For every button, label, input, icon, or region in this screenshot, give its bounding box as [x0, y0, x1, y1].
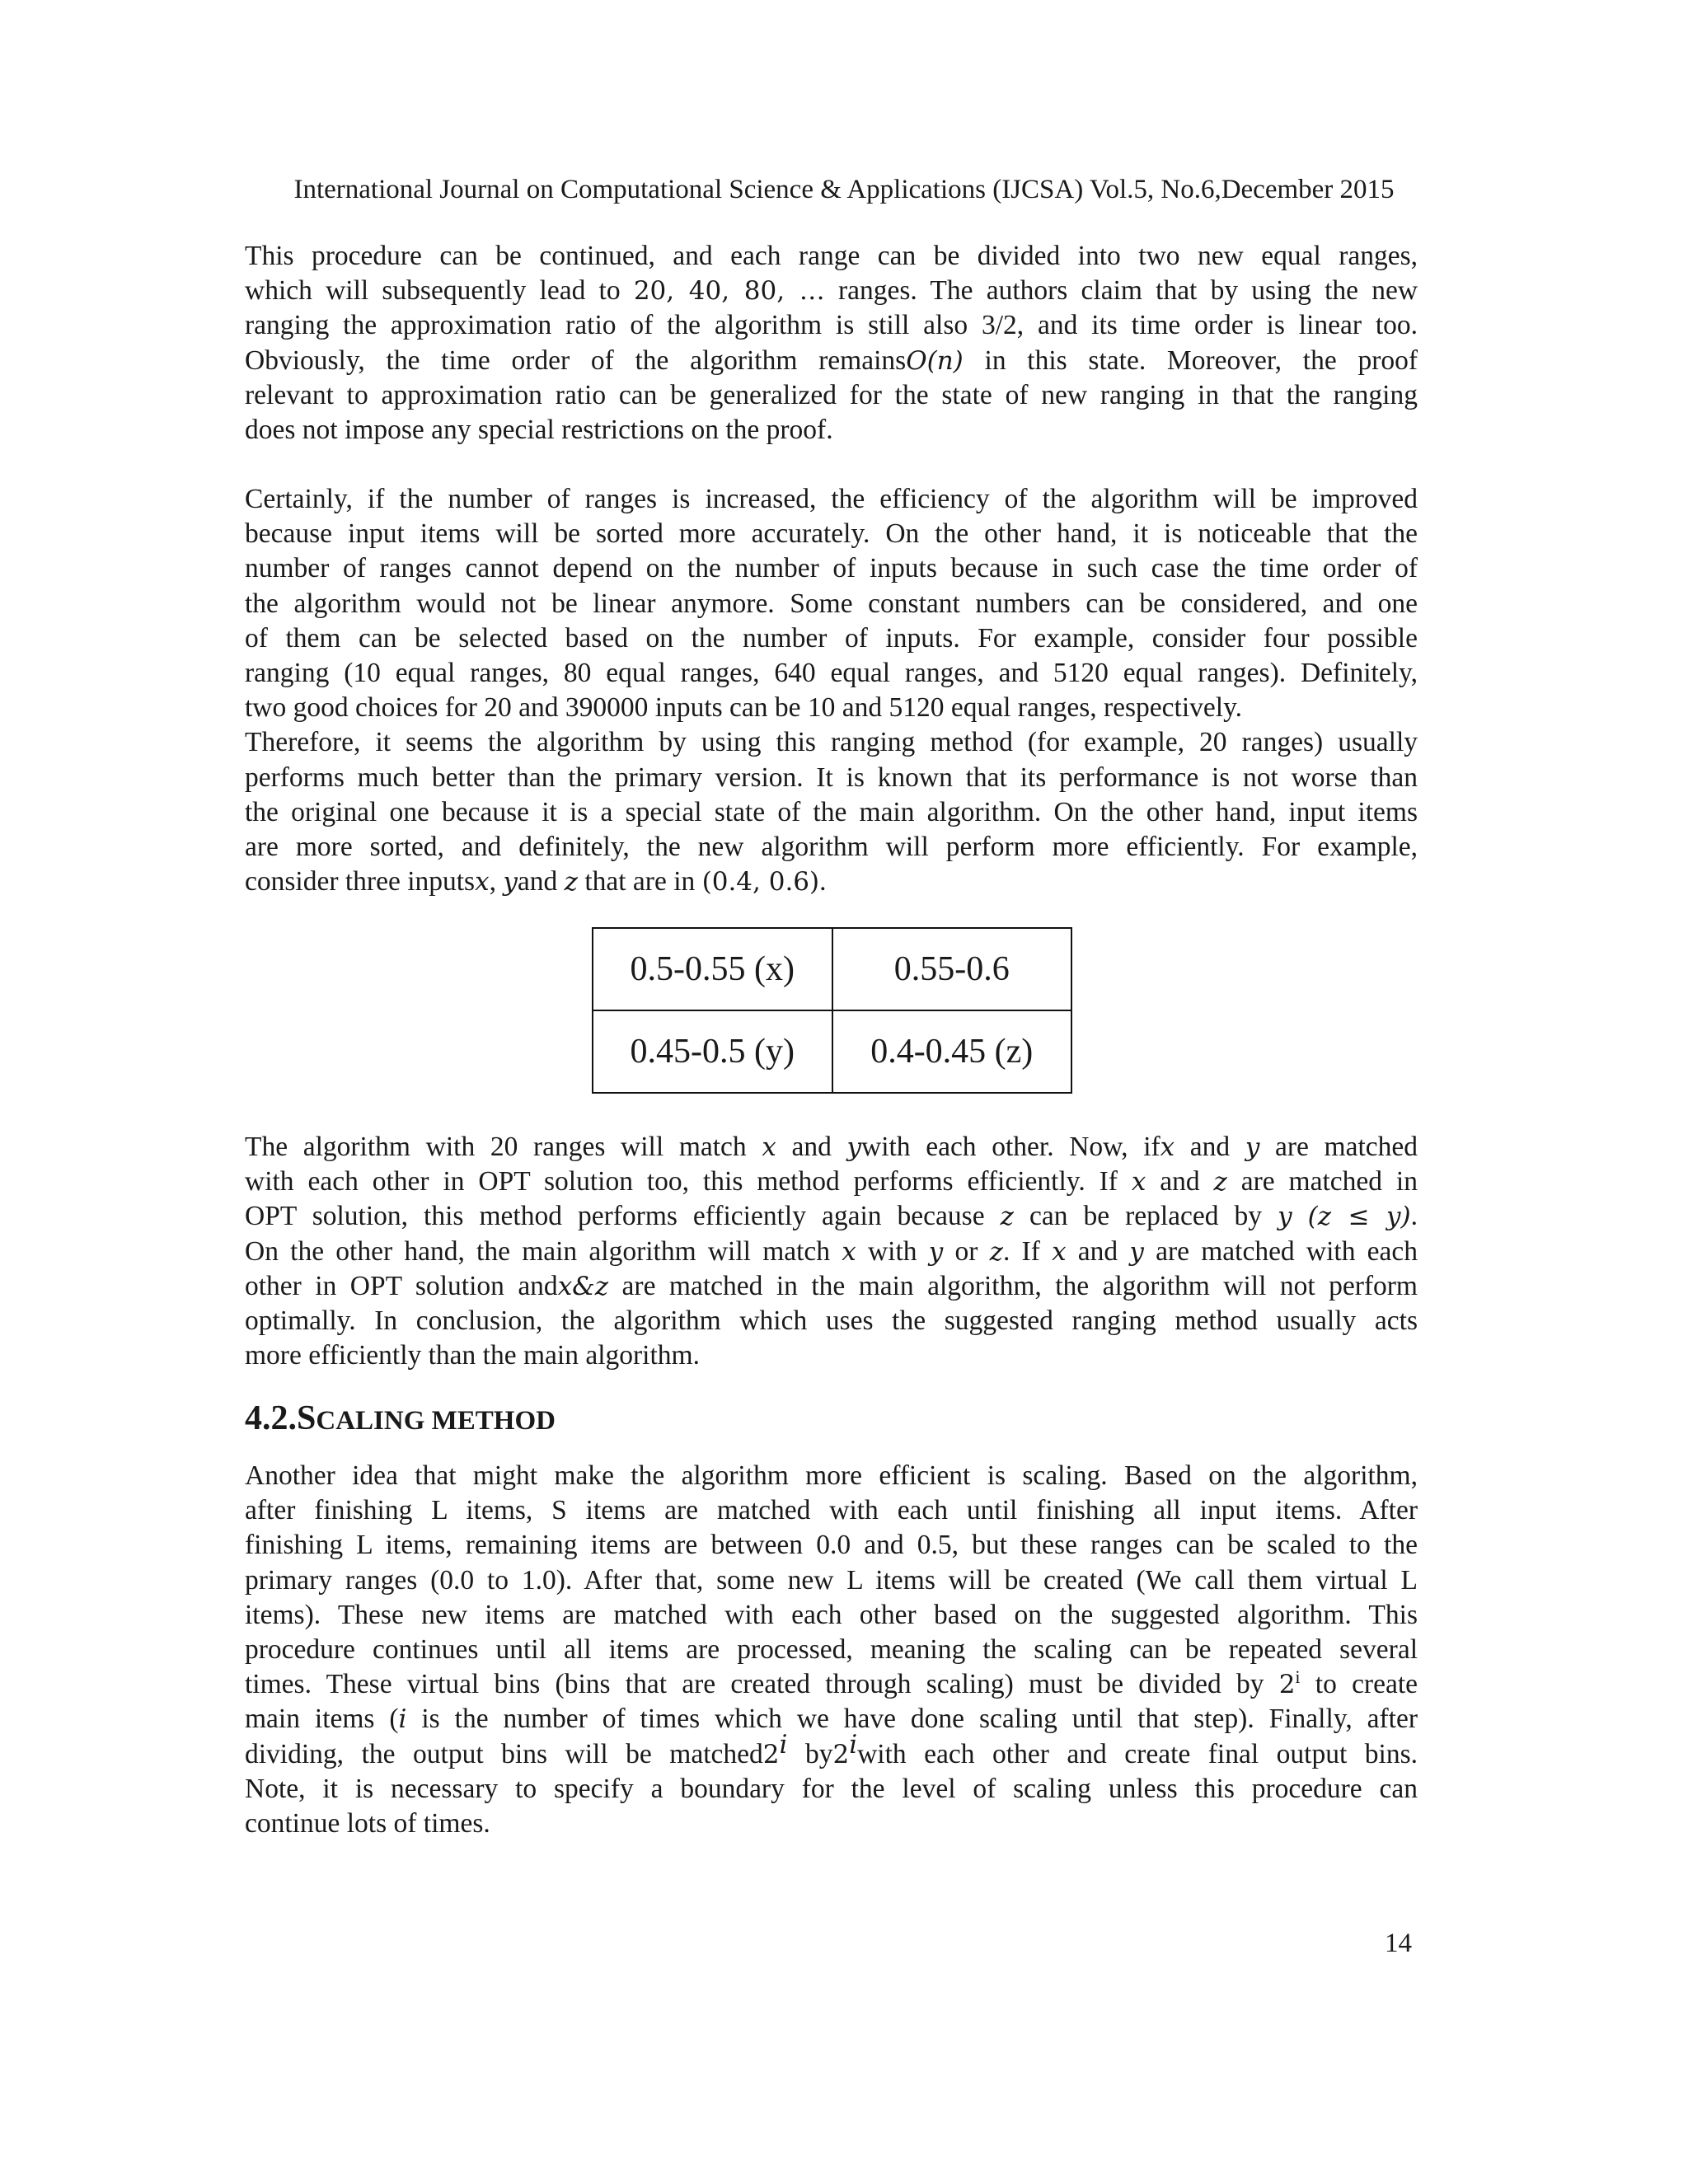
p2-line-5: of them can be selected based on the number of inputs. For example, consider four possible — [245, 622, 1418, 654]
p2-line-9: performs much better than the primary version. It is known that its performance is not worse than — [245, 762, 1418, 793]
p1-line-2: which will subsequently lead to 20, 40, 80, … ranges. The authors claim that by using the new — [245, 275, 1418, 307]
p2-line-8: Therefore, it seems the algorithm by using this ranging method (for example, 20 ranges) usually — [245, 727, 1418, 758]
p4-line-3: finishing L items, remaining items are between 0.0 and 0.5, but these ranges can be scaled to the — [245, 1530, 1418, 1561]
paragraph-2 — [245, 482, 1418, 899]
p2-line-7: two good choices for 20 and 390000 inputs can be 10 and 5120 equal ranges, respectively. — [245, 692, 1243, 724]
table-cell: 0.4-0.45 (z) — [832, 1010, 1072, 1093]
p3-line-6: optimally. In conclusion, the algorithm which uses the suggested ranging method usually acts — [245, 1305, 1418, 1337]
p2-line-4: the algorithm would not be linear anymore. Some constant numbers can be considered, and one — [245, 588, 1418, 619]
p2-line-2: because input items will be sorted more accurately. On the other hand, it is noticeable that the — [245, 518, 1418, 550]
p2-line-12: consider three inputsx, yand z that are in (0.4, 0.6). — [245, 866, 827, 898]
p4-line-4: primary ranges (0.0 to 1.0). After that, some new L items will be created (We call them virtual L — [245, 1564, 1418, 1596]
table-cell: 0.45-0.5 (y) — [593, 1010, 832, 1093]
p3-line-2: with each other in OPT solution too, this method performs efficiently. If x and z are matched in — [245, 1166, 1418, 1197]
table-cell: 0.55-0.6 — [832, 928, 1072, 1010]
p1-math-series: 20, 40, 80, … — [633, 276, 825, 307]
table-cell: 0.5-0.55 (x) — [593, 928, 832, 1010]
p4-line-5: items). These new items are matched with each other based on the suggested algorithm. This — [245, 1599, 1418, 1630]
p4-line-6: procedure continues until all items are processed, meaning the scaling can be repeated several — [245, 1634, 1418, 1666]
paragraph-1 — [245, 239, 1418, 448]
p2-line-3: number of ranges cannot depend on the number of inputs because in such case the time order of — [245, 553, 1418, 584]
p4-line-1: Another idea that might make the algorithm more efficient is scaling. Based on the algorithm, — [245, 1460, 1418, 1491]
p4-line-11: continue lots of times. — [245, 1808, 490, 1840]
running-header: International Journal on Computational Science & Applications (IJCSA) Vol.5, No.6,December 2015 — [293, 175, 1395, 204]
p4-line-10: Note, it is necessary to specify a boundary for the level of scaling unless this procedure can — [245, 1773, 1418, 1804]
p4-line-9: dividing, the output bins will be matched2$^i$ by2$^i$with each other and create final output bins. — [245, 1729, 1418, 1769]
p1-line-5: relevant to approximation ratio can be generalized for the state of new ranging in that the ranging — [245, 379, 1418, 410]
p1-line-6: does not impose any special restrictions on the proof. — [245, 415, 833, 446]
p4-line-7: times. These virtual bins (bins that are created through scaling) must be divided by 2$^i$ to create — [245, 1666, 1418, 1700]
p1-math-big-o: O(n) — [906, 345, 964, 376]
p2-line-6: ranging (10 equal ranges, 80 equal ranges, 640 equal ranges, and 5120 equal ranges). Definitely, — [245, 658, 1418, 689]
range-table — [592, 927, 1072, 1094]
p2-line-11: are more sorted, and definitely, the new algorithm will perform more efficiently. For example, — [245, 832, 1418, 863]
paragraph-4 — [245, 1459, 1418, 1841]
table-row — [593, 928, 1071, 1010]
p3-line-5: other in OPT solution andx&z are matched in the main algorithm, the algorithm will not perform — [245, 1270, 1418, 1301]
p4-line-2: after finishing L items, S items are matched with each until finishing all input items. After — [245, 1495, 1418, 1526]
paragraph-3 — [245, 1130, 1418, 1373]
p3-line-3: OPT solution, this method performs efficiently again because z can be replaced by y (z ≤ y). — [245, 1201, 1418, 1232]
p1-line-4: Obviously, the time order of the algorithm remainsO(n) in this state. Moreover, the proof — [245, 344, 1418, 376]
p3-line-7: more efficiently than the main algorithm. — [245, 1340, 700, 1371]
page-number: 14 — [1385, 1929, 1412, 1958]
p4-line-8: main items (i is the number of times which we have done scaling until that step). Finally, after — [245, 1704, 1418, 1735]
p1-line-3: ranging the approximation ratio of the algorithm is still also 3/2, and its time order is linear too. — [245, 310, 1418, 341]
p3-line-4: On the other hand, the main algorithm will match x with y or z. If x and y are matched with each — [245, 1235, 1418, 1267]
p2-line-10: the original one because it is a special state of the main algorithm. On the other hand, input items — [245, 796, 1418, 827]
section-heading: 4.2.SCALING METHOD — [245, 1399, 556, 1437]
p1-line-1: This procedure can be continued, and each range can be divided into two new equal ranges, — [245, 241, 1418, 271]
p2-line-1: Certainly, if the number of ranges is increased, the efficiency of the algorithm will be improved — [245, 484, 1418, 514]
table-row — [593, 1010, 1071, 1093]
p3-line-1: The algorithm with 20 ranges will match x and ywith each other. Now, ifx and y are matched — [245, 1132, 1418, 1162]
